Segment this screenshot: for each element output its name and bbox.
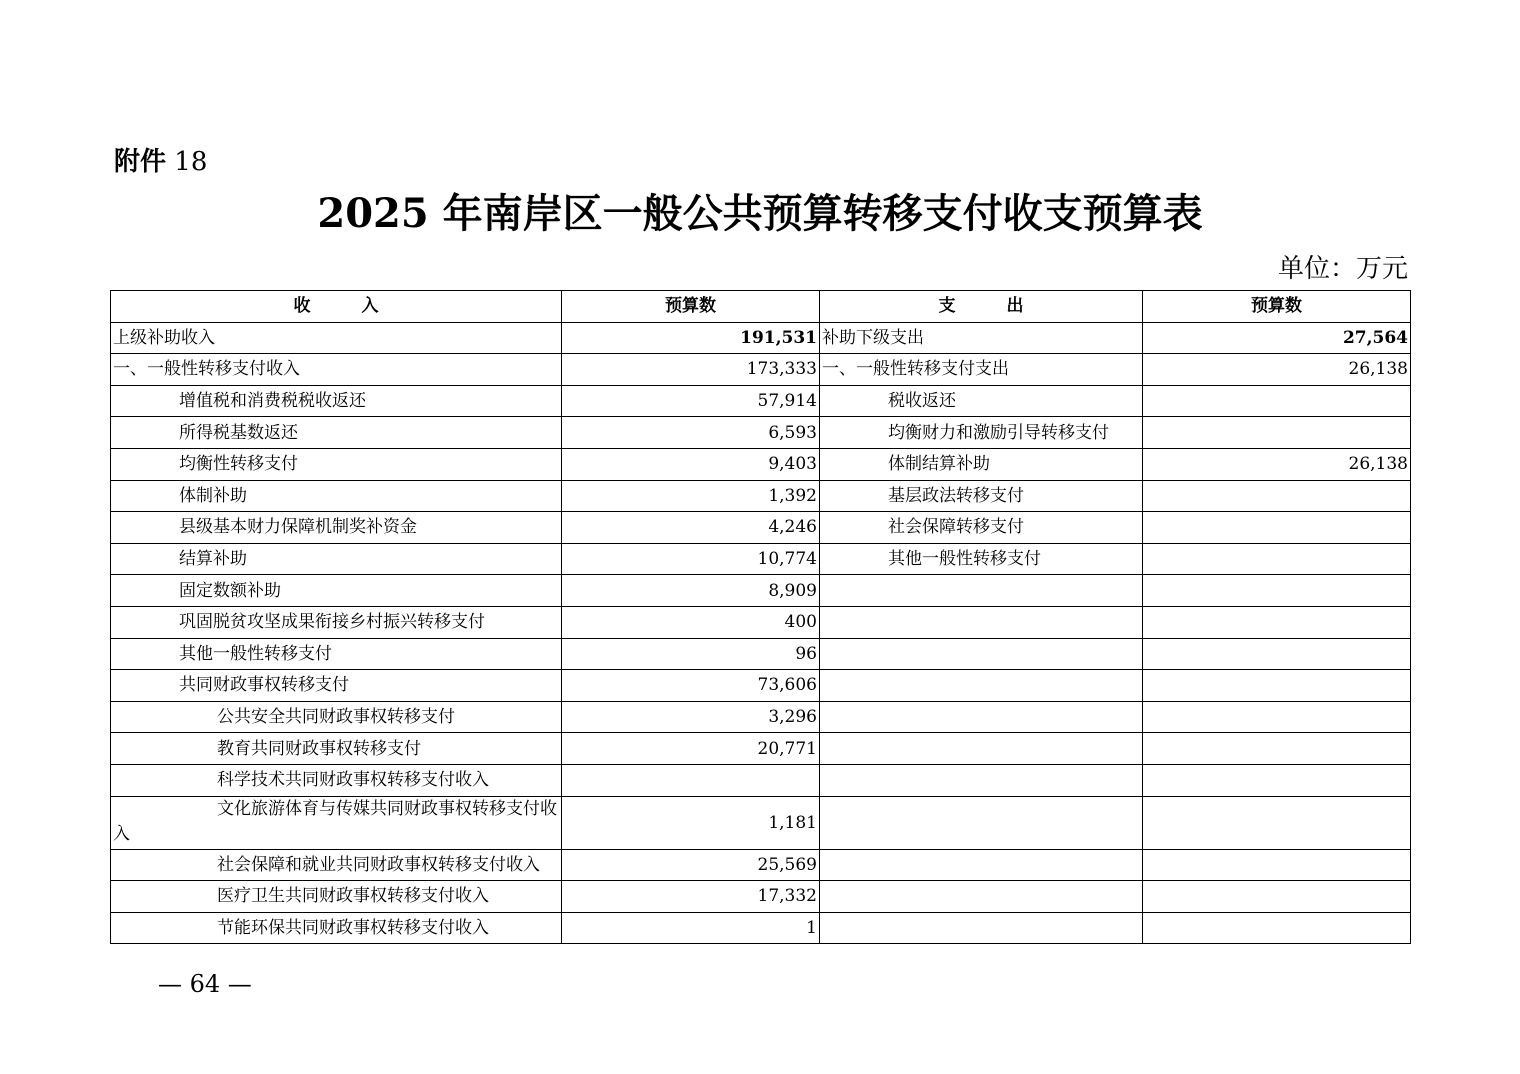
income-value: 6,593	[562, 417, 820, 449]
income-item: 公共安全共同财政事权转移支付	[111, 701, 562, 733]
expense-item	[820, 881, 1143, 913]
income-value: 400	[562, 606, 820, 638]
income-value: 73,606	[562, 670, 820, 702]
table-row	[111, 638, 1411, 670]
expense-item: 补助下级支出	[820, 322, 1143, 354]
table-row	[111, 881, 1411, 913]
income-value: 1	[562, 912, 820, 944]
expense-value	[1143, 480, 1411, 512]
table-row	[111, 764, 1411, 796]
expense-item	[820, 796, 1143, 849]
income-value: 1,181	[562, 796, 820, 849]
table-row	[111, 512, 1411, 544]
expense-value	[1143, 638, 1411, 670]
income-item	[111, 796, 562, 849]
expense-item: 税收返还	[820, 385, 1143, 417]
expense-item	[820, 575, 1143, 607]
expense-item: 基层政法转移支付	[820, 480, 1143, 512]
income-value: 10,774	[562, 543, 820, 575]
expense-item: 社会保障转移支付	[820, 512, 1143, 544]
unit-label: 单位：万元	[1277, 254, 1408, 284]
table-row	[111, 480, 1411, 512]
expense-item: 一、一般性转移支付支出	[820, 354, 1143, 386]
income-item: 所得税基数返还	[111, 417, 562, 449]
income-value: 3,296	[562, 701, 820, 733]
income-item: 其他一般性转移支付	[111, 638, 562, 670]
expense-value	[1143, 575, 1411, 607]
expense-value	[1143, 881, 1411, 913]
income-value: 57,914	[562, 385, 820, 417]
expense-item: 体制结算补助	[820, 448, 1143, 480]
income-item: 固定数额补助	[111, 575, 562, 607]
table-row	[111, 912, 1411, 944]
page-number: — 64 —	[158, 970, 252, 998]
expense-value	[1143, 385, 1411, 417]
income-item: 科学技术共同财政事权转移支付收入	[111, 764, 562, 796]
income-item: 社会保障和就业共同财政事权转移支付收入	[111, 849, 562, 881]
income-value: 9,403	[562, 448, 820, 480]
expense-value: 27,564	[1143, 322, 1411, 354]
expense-item	[820, 606, 1143, 638]
budget-table	[110, 290, 1411, 944]
table-row	[111, 796, 1411, 849]
income-item: 医疗卫生共同财政事权转移支付收入	[111, 881, 562, 913]
income-value: 1,392	[562, 480, 820, 512]
income-item: 县级基本财力保障机制奖补资金	[111, 512, 562, 544]
attachment-label	[114, 142, 207, 182]
income-value: 191,531	[562, 322, 820, 354]
expense-item	[820, 849, 1143, 881]
income-value: 96	[562, 638, 820, 670]
table-row	[111, 385, 1411, 417]
expense-value	[1143, 764, 1411, 796]
income-item: 教育共同财政事权转移支付	[111, 733, 562, 765]
income-item: 节能环保共同财政事权转移支付收入	[111, 912, 562, 944]
header-expense-budget: 预算数	[1143, 291, 1411, 323]
table-row	[111, 575, 1411, 607]
table-row	[111, 606, 1411, 638]
expense-value: 26,138	[1143, 354, 1411, 386]
income-item-text: 文化旅游体育与传媒共同财政事权转移支付收入	[113, 798, 557, 844]
income-item: 增值税和消费税税收返还	[111, 385, 562, 417]
table-row	[111, 733, 1411, 765]
income-item: 共同财政事权转移支付	[111, 670, 562, 702]
table-header-row	[111, 291, 1411, 323]
income-item: 一、一般性转移支付收入	[111, 354, 562, 386]
header-income-budget: 预算数	[562, 291, 820, 323]
income-value: 25,569	[562, 849, 820, 881]
table-row	[111, 417, 1411, 449]
table-row	[111, 670, 1411, 702]
income-value: 20,771	[562, 733, 820, 765]
income-item: 体制补助	[111, 480, 562, 512]
expense-item: 均衡财力和激励引导转移支付	[820, 417, 1143, 449]
table-row	[111, 354, 1411, 386]
expense-item	[820, 701, 1143, 733]
expense-value	[1143, 912, 1411, 944]
table-row	[111, 849, 1411, 881]
expense-value	[1143, 733, 1411, 765]
expense-item	[820, 638, 1143, 670]
income-item: 结算补助	[111, 543, 562, 575]
expense-value	[1143, 417, 1411, 449]
expense-value	[1143, 796, 1411, 849]
table-row	[111, 701, 1411, 733]
expense-value	[1143, 701, 1411, 733]
income-value: 4,246	[562, 512, 820, 544]
expense-value	[1143, 849, 1411, 881]
attachment-label-text: 附件	[114, 147, 167, 177]
expense-item	[820, 764, 1143, 796]
expense-value	[1143, 543, 1411, 575]
expense-item	[820, 912, 1143, 944]
expense-value	[1143, 670, 1411, 702]
table-row	[111, 543, 1411, 575]
table-row	[111, 322, 1411, 354]
header-expense: 支 出	[820, 291, 1143, 323]
expense-value	[1143, 606, 1411, 638]
income-item: 均衡性转移支付	[111, 448, 562, 480]
table-row	[111, 448, 1411, 480]
expense-item: 其他一般性转移支付	[820, 543, 1143, 575]
expense-item	[820, 733, 1143, 765]
expense-value	[1143, 512, 1411, 544]
expense-item	[820, 670, 1143, 702]
attachment-number: 18	[174, 147, 208, 177]
income-item: 上级补助收入	[111, 322, 562, 354]
income-value: 17,332	[562, 881, 820, 913]
page-title: 2025 年南岸区一般公共预算转移支付收支预算表	[317, 190, 1203, 237]
header-income: 收 入	[111, 291, 562, 323]
income-item: 巩固脱贫攻坚成果衔接乡村振兴转移支付	[111, 606, 562, 638]
income-value: 173,333	[562, 354, 820, 386]
expense-value: 26,138	[1143, 448, 1411, 480]
income-value: 8,909	[562, 575, 820, 607]
income-value	[562, 764, 820, 796]
